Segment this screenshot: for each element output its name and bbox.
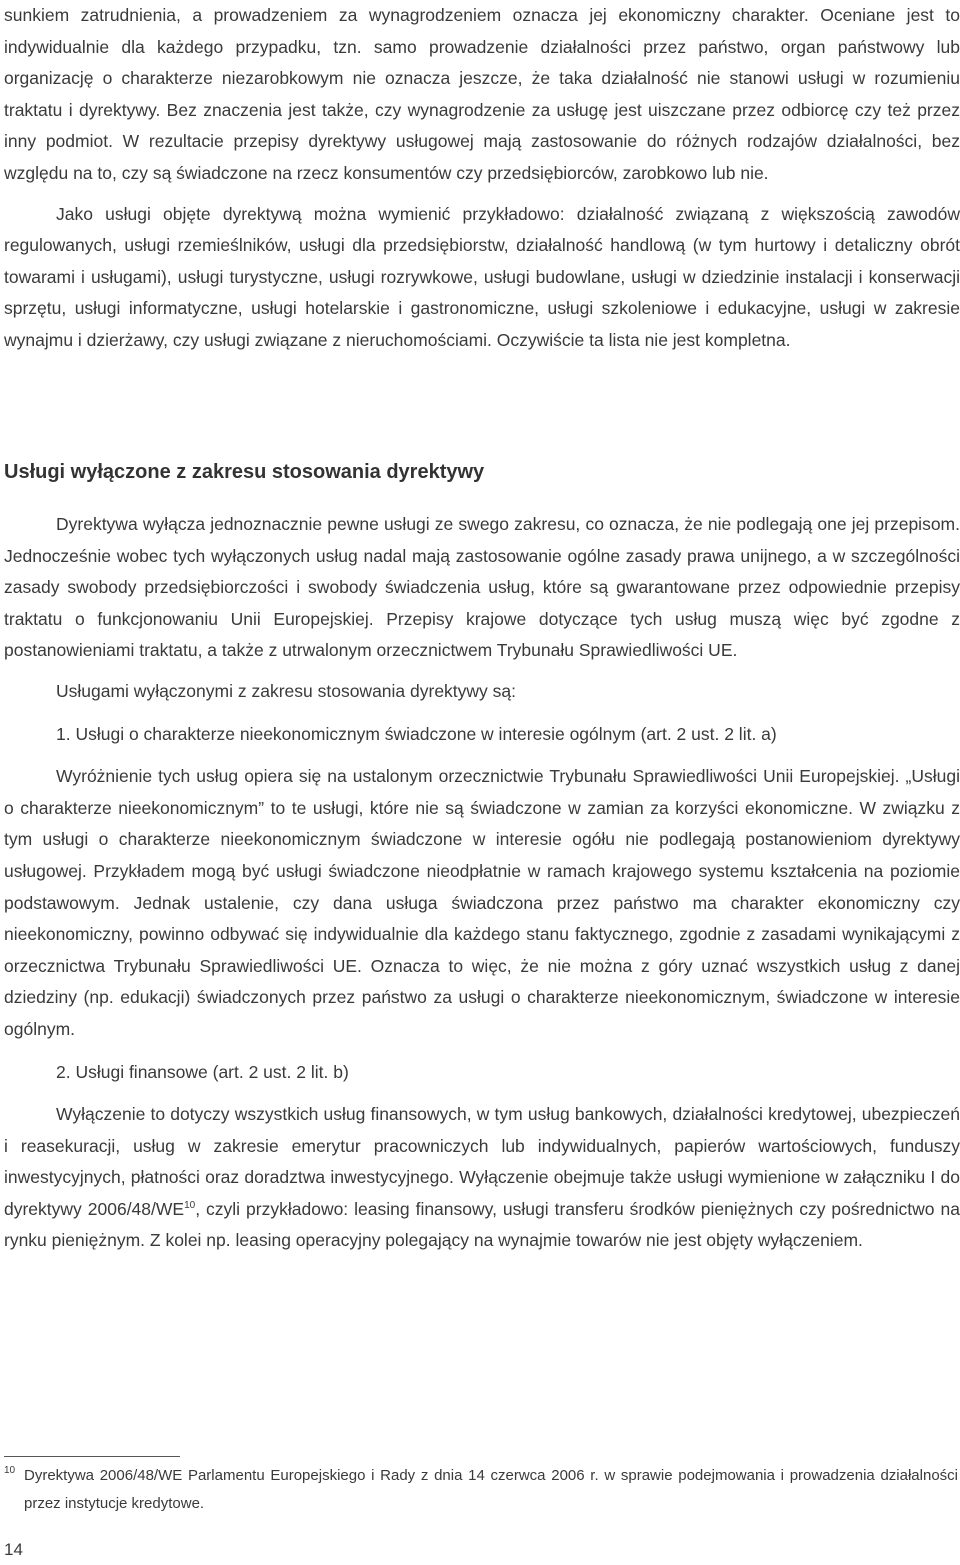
exclusion-item-2-text: [4, 1099, 960, 1257]
footnote: [4, 1462, 958, 1518]
paragraph-1: sunkiem zatrudnienia, a prowadzeniem za wynagrodzeniem oznacza jej ekonomiczny charakter. Oceniane jest to indywidualnie dla każdego przypadku, tzn. samo prowadzenie działalności przez państwo, organ państwowy lub organizację o charakterze niezarobkowym nie oznacza jeszcze, że taka działalność nie stanowi usługi w rozumieniu traktatu i dyrektywy. Bez znaczenia jest także, czy wynagrodzenie za usługę jest uiszczane przez odbiorcę czy też przez inny podmiot. W rezultacie przepisy dyrektywy usługowej mają zastosowanie do różnych rodzajów działalności, bez względu na to, czy są świadczone na rzecz konsumentów czy przedsiębiorców, zarobkowo lub nie.: [4, 5, 960, 183]
exclusion-item-2-text-a: Wyłączenie to dotyczy wszystkich usług finansowych, w tym usług bankowych, działalności kredytowej, ubezpieczeń i reasekuracji, usług w zakresie emerytur pracowniczych lub indywidualnych, papierów wartościowych, funduszy inwestycyjnych, płatności oraz doradztwa inwestycyjnego. Wyłączenie obejmuje także usługi wymienione w załączniku I do dyrektywy 2006/48/WE: [4, 1104, 960, 1219]
exclusion-item-1-text: Wyróżnienie tych usług opiera się na ustalonym orzecznictwie Trybunału Sprawiedliwości Unii Europejskiej. „Usługi o charakterze nieekonomicznym” to te usługi, które nie są świadczone w zamian za korzyści ekonomiczne. W związku z tym usługi o charakterze nieekonomicznym świadczone w interesie ogółu nie podlegają postanowieniom dyrektywy usługowej. Przykładem mogą być usługi świadczone nieodpłatnie w ramach krajowego systemu kształcenia na poziomie podstawowym. Jednak ustalenie, czy dana usługa świadczona przez państwo ma charakter ekonomiczny czy nieekonomiczny, powinno odbywać się indywidualnie dla każdego stanu faktycznego, zgodnie z zasadami wynikającymi z orzecznictwa Trybunału Sprawiedliwości UE. Oznacza to więc, że nie można z góry uznać wszystkich usług z danej dziedziny (np. edukacji) świadczonych przez państwo za usługi o charakterze nieekonomicznym, świadczone w interesie ogólnym.: [4, 766, 960, 1039]
page-number: 14: [4, 1540, 23, 1559]
footnote-text: Dyrektywa 2006/48/WE Parlamentu Europejskiego i Rady z dnia 14 czerwca 2006 r. w sprawie podejmowania i prowadzenia działalności przez instytucje kredytowe.: [24, 1467, 958, 1512]
exclusion-item-1-title: 1. Usługi o charakterze nieekonomicznym świadczone w interesie ogólnym (art. 2 ust. 2 lit. a): [56, 723, 777, 744]
exclusion-item-2-text-b: , czyli przykładowo: leasing finansowy, usługi transferu środków pieniężnych czy pośrednictwo na rynku pieniężnym. Z kolei np. leasing operacyjny polegający na wynajmie towarów nie jest objęty wyłączeniem.: [4, 1198, 960, 1251]
paragraph-2: Jako usługi objęte dyrektywą można wymienić przykładowo: działalność związaną z większością zawodów regulowanych, usługi rzemieślników, usługi dla przedsiębiorstw, działalność handlową (w tym hurtowy i detaliczny obrót towarami i usługami), usługi turystyczne, usługi rozrywkowe, usługi budowlane, usługi w dziedzinie instalacji i konserwacji sprzętu, usługi informatyczne, usługi hotelarskie i gastronomiczne, usługi szkoleniowe i edukacyjne, usługi w zakresie wynajmu i dzierżawy, czy usługi związane z nieruchomościami. Oczywiście ta lista nie jest kompletna.: [4, 203, 960, 350]
footnote-reference: 10: [184, 1200, 196, 1212]
section-heading: Usługi wyłączone z zakresu stosowania dyrektywy: [4, 461, 485, 483]
footnote-number: 10: [4, 1465, 16, 1476]
body-text-block-2: [4, 509, 960, 1257]
exclusion-item-2-title: 2. Usługi finansowe (art. 2 ust. 2 lit. b): [56, 1061, 349, 1082]
paragraph-3: Dyrektywa wyłącza jednoznacznie pewne usługi ze swego zakresu, co oznacza, że nie podlegają one jej przepisom. Jednocześnie wobec tych wyłączonych usług nadal mają zastosowanie ogólne zasady prawa unijnego, a w szczególności zasady swobody przedsiębiorczości i swobody świadczenia usług, które są gwarantowane przez odpowiednie przepisy traktatu o funkcjonowaniu Unii Europejskiej. Przepisy krajowe dotyczące tych usług muszą więc być zgodne z postanowieniami traktatu, a także z utrwalonym orzecznictwem Trybunału Sprawiedliwości UE.: [4, 514, 960, 661]
footnote-divider: [4, 1456, 180, 1457]
exclusions-intro: Usługami wyłączonymi z zakresu stosowania dyrektywy są:: [56, 680, 517, 701]
body-text-block-1: [4, 0, 960, 357]
